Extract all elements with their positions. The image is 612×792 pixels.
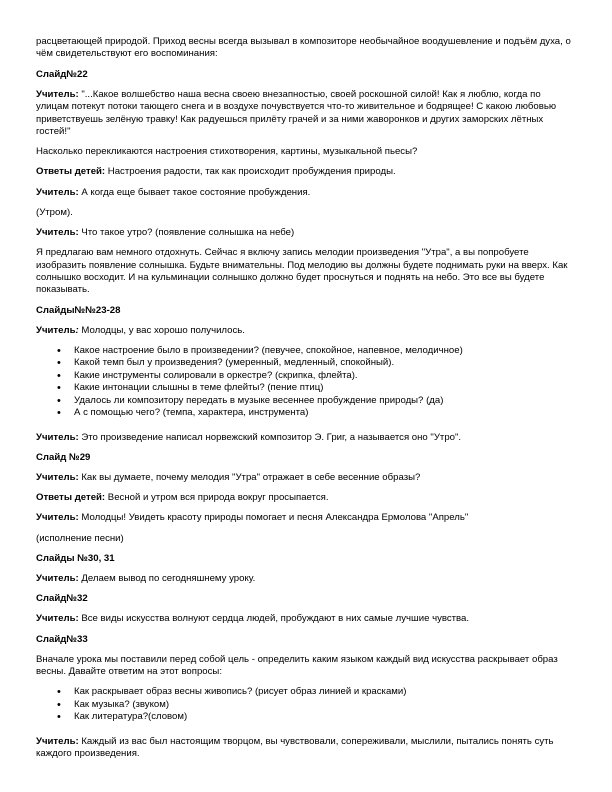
- teacher-line: Учитель: Делаем вывод по сегодняшнему уроку.: [36, 572, 256, 584]
- teacher-line: Учитель: Каждый из вас был настоящим творцом, вы чувствовали, сопереживали, мыслили, пытались понять суть каждого произведения.: [36, 735, 554, 759]
- slide-heading: Слайд№33: [36, 633, 88, 645]
- children-label: Ответы детей:: [36, 492, 106, 504]
- teacher-label: Учитель:: [36, 735, 79, 747]
- list-item: • Какие интонации слышны в теме флейты? (пение птиц): [74, 382, 576, 394]
- list-item: • Как музыка? (звуком): [74, 699, 576, 711]
- list-item: • Какое настроение было в произведении? (певучее, спокойное, напевное, мелодичное): [74, 345, 576, 357]
- answer-paragraph: (Утром).: [36, 206, 73, 218]
- slide-heading: Слайды №30, 31: [36, 552, 115, 564]
- slide-heading: Слайд№22: [36, 68, 88, 80]
- intro-paragraph: расцветающей природой. Приход весны всегда вызывал в композиторе необычайное воодушевление и подъём духа, о чём свидетельствуют его воспоминания:: [36, 36, 571, 60]
- teacher-line: Учитель: А когда еще бывает такое состояние пробуждения.: [36, 186, 311, 198]
- teacher-label: Учитель:: [36, 324, 79, 336]
- list-item: • Какие инструменты солировали в оркестре? (скрипка, флейта).: [74, 370, 576, 382]
- performance-note: (исполнение песни): [36, 532, 124, 544]
- children-answer: Ответы детей: Настроения радости, так как происходит пробуждения природы.: [36, 166, 396, 178]
- teacher-label: Учитель:: [36, 471, 79, 483]
- list-item: • Как литература?(словом): [74, 711, 576, 723]
- teacher-label: Учитель:: [36, 572, 79, 584]
- teacher-line: Учитель: Что такое утро? (появление солнышка на небе): [36, 227, 295, 239]
- teacher-quote: Учитель: "...Какое волшебство наша весна своею внезапностью, своей роскошной силой! Как я люблю, когда по улицам потекут потоки тающего снега и в воздухе почувствуется что-то живительное и бодрящее! С какою любовью приветствуешь зелёную травку! Как радуешься прилёту грачей и за ними жаворонков и других заморских лётных гостей!": [36, 88, 557, 138]
- goal-paragraph: Вначале урока мы поставили перед собой цель - определить каким языком каждый вид искусства раскрывает образ весны. Давайте ответим на этот вопросы:: [36, 653, 558, 678]
- list-item: • Как раскрывает образ весны живопись? (рисует образ линией и красками): [74, 686, 576, 698]
- teacher-label: Учитель:: [36, 613, 79, 625]
- teacher-line: Учитель: Молодцы! Увидеть красоту природы помогает и песня Александра Ермолова "Апрель": [36, 512, 469, 524]
- teacher-label: Учитель:: [36, 431, 79, 443]
- list-item: • Удалось ли композитору передать в музыке весеннее пробуждение природы? (да): [74, 395, 576, 407]
- teacher-label: Учитель:: [36, 88, 79, 100]
- list-item: • А с помощью чего? (темпа, характера, инструмента): [74, 407, 576, 419]
- question-list: [36, 345, 576, 419]
- teacher-line: Учитель: Это произведение написал норвежский композитор Э. Григ, а называется оно "Утро".: [36, 431, 462, 443]
- children-label: Ответы детей:: [36, 166, 106, 178]
- children-answer: Ответы детей: Весной и утром вся природа вокруг просыпается.: [36, 492, 329, 504]
- slide-heading: Слайд№32: [36, 593, 88, 605]
- answer-list: [36, 686, 576, 723]
- teacher-line: Учитель: Все виды искусства волнуют сердца людей, пробуждают в них самые лучшие чувства.: [36, 613, 470, 625]
- teacher-label: Учитель:: [36, 512, 79, 524]
- slide-heading: Слайд №29: [36, 451, 91, 463]
- list-item: • Какой темп был у произведения? (умеренный, медленный, спокойный).: [74, 357, 576, 369]
- slide-heading: Слайды№№23-28: [36, 304, 121, 316]
- teacher-label: Учитель:: [36, 186, 79, 198]
- teacher-line: Учитель: Молодцы, у вас хорошо получилось.: [36, 324, 245, 336]
- activity-paragraph: Я предлагаю вам немного отдохнуть. Сейчас я включу запись мелодии произведения "Утра", а вы попробуете изобразить появление солнышка. Будьте внимательны. Под мелодию вы должны будете поднимать руки на вверх. Как солнышко восходит. И на кульминации солнышко должно будет проснуться и поднять на небо. Это все вы будете показывать.: [36, 247, 568, 296]
- teacher-line: Учитель: Как вы думаете, почему мелодия "Утра" отражает в себе весенние образы?: [36, 471, 421, 483]
- question-paragraph: Насколько перекликаются настроения стихотворения, картины, музыкальной пьесы?: [36, 146, 418, 158]
- teacher-label: Учитель:: [36, 227, 79, 239]
